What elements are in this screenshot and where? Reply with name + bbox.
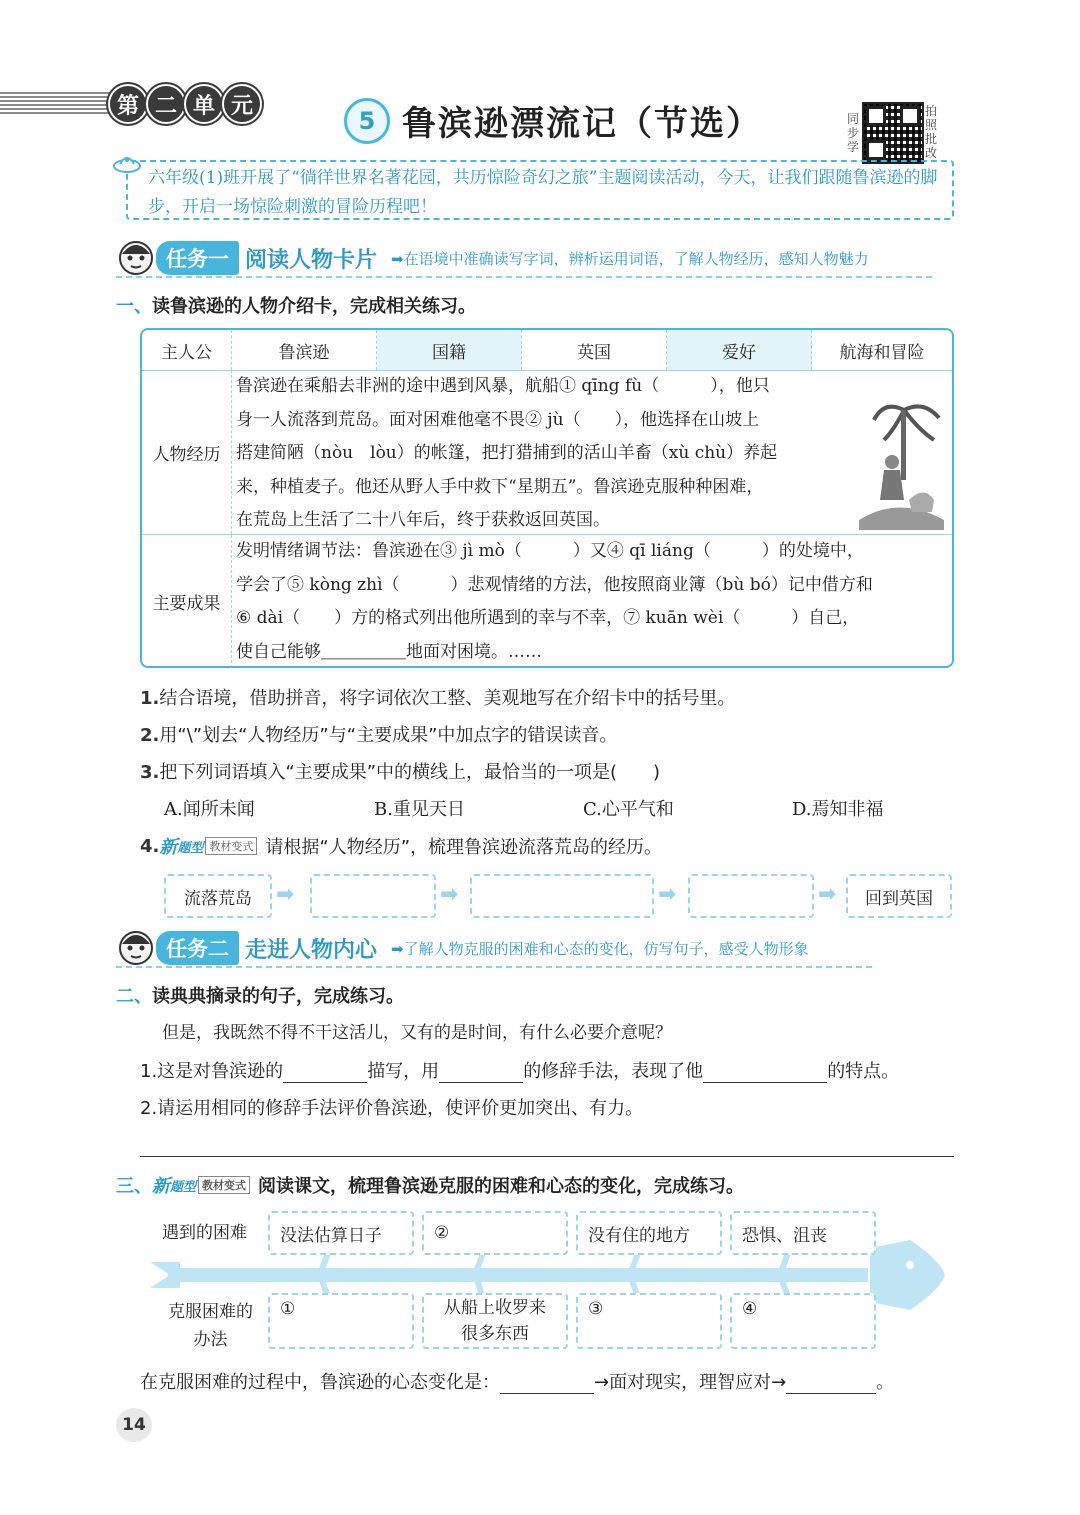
qr-right-char: 照 — [924, 118, 937, 132]
item-text: 。 — [876, 1372, 895, 1393]
new-tag-char: 新 — [152, 1176, 170, 1197]
item-number: 1. — [140, 688, 160, 709]
experience-line: 来，种植麦子。他还从野人手中救下“星期五”。鲁滨逊克服种种困难， — [236, 476, 764, 497]
item-number: 4. — [140, 835, 160, 857]
card-cell: 航海和冒险 — [839, 342, 925, 363]
achievement-line: 学会了⑤ kòng zhì（ ）悲观情绪的方法，他按照商业簿（bù bó）记中借方和 — [236, 574, 873, 595]
option-c[interactable]: C.心平气和 — [583, 799, 674, 820]
robinson-illustration — [854, 400, 946, 530]
task2-title: 走进人物内心 — [245, 937, 378, 963]
item-text: 描写，用 — [367, 1061, 440, 1082]
new-tag-char: 新 — [159, 837, 178, 858]
achievement-text — [236, 535, 873, 668]
difficulty-box: 没法估算日子 — [268, 1211, 414, 1255]
achievement-line: 发明情绪调节法：鲁滨逊在③ jì mò（ ）又④ qī liáng（ ）的处境中， — [236, 541, 864, 561]
qr-left-char: 学 — [846, 140, 859, 154]
q1-heading — [116, 292, 476, 318]
character-card — [140, 328, 954, 668]
qr-left-char: 步 — [846, 126, 859, 140]
option-b[interactable]: B.重见天日 — [374, 799, 465, 820]
arrow-right-icon: ➡ — [658, 882, 677, 907]
achievement-label: 主要成果 — [142, 535, 232, 668]
answer-blank[interactable] — [500, 1375, 594, 1394]
q2-item2: 2.请运用相同的修辞手法评价鲁滨逊，使评价更加突出、有力。 — [140, 1098, 644, 1119]
qr-left-char: 同 — [846, 112, 859, 126]
q1-item3 — [140, 758, 660, 784]
arrow-right-icon: ➡ — [276, 882, 295, 907]
new-tag-variant: 教材变式 — [198, 1176, 250, 1194]
qr-right-char: 批 — [924, 132, 937, 146]
card-header-row — [142, 330, 952, 371]
unit-label — [108, 84, 260, 124]
item-text: 的特点。 — [827, 1061, 900, 1082]
task2-header — [116, 930, 872, 968]
kid-icon — [116, 928, 156, 968]
qr-right-char: 拍 — [924, 104, 937, 118]
arrow-right-icon: ➡ — [440, 882, 459, 907]
new-type-tag — [152, 1172, 250, 1198]
experience-line: 搭建简陋（nòu lòu）的帐篷，把打猎捕到的活山羊畜（xù chù）养起 — [236, 443, 778, 463]
new-tag-type: 题型 — [170, 1179, 197, 1195]
task1-badge: 任务一 — [156, 241, 239, 275]
card-cell: 英国 — [522, 330, 667, 370]
qr-left-label — [846, 112, 860, 154]
option-a[interactable]: A.闻所未闻 — [164, 799, 255, 820]
answer-line[interactable] — [140, 1156, 954, 1157]
q1-item1 — [140, 684, 735, 710]
experience-line: 身一人流落到荒岛。面对困难他毫不畏② jù（ ），他选择在山坡上 — [236, 409, 760, 430]
task2-desc: ➡了解人物克服的困难和心态的变化，仿写句子，感受人物形象 — [391, 939, 809, 958]
option-d[interactable]: D.焉知非福 — [792, 799, 884, 820]
answer-blank[interactable] — [439, 1064, 523, 1083]
arrow-right-icon: ➡ — [818, 882, 837, 907]
method-box[interactable]: ④ — [730, 1293, 876, 1349]
q1-heading-text: 读鲁滨逊的人物介绍卡，完成相关练习。 — [152, 296, 476, 317]
item-text: 的修辞手法，表现了他 — [523, 1061, 704, 1082]
difficulties-label: 遇到的困难 — [162, 1223, 247, 1243]
lesson-number: 5 — [344, 98, 390, 144]
methods-label — [168, 1298, 253, 1354]
experience-label: 人物经历 — [142, 370, 232, 534]
new-tag-type: 题型 — [177, 840, 204, 856]
q3-footer — [140, 1368, 894, 1394]
achievement-line: 使自己能够＿＿＿＿＿地面对困境。…… — [236, 641, 542, 662]
difficulty-box[interactable]: ② — [422, 1211, 568, 1255]
item-text: 在克服困难的过程中，鲁滨逊的心态变化是： — [140, 1372, 500, 1393]
intro-box — [126, 160, 954, 220]
item-text: 用“\”划去“人物经历”与“主要成果”中加点字的错误读音。 — [159, 725, 618, 746]
methods-label-line: 办法 — [193, 1330, 228, 1350]
method-box: 从船上收罗来 很多东西 — [422, 1293, 568, 1349]
item-number: 2. — [140, 725, 160, 746]
unit-char: 第 — [108, 84, 148, 124]
flow-box-blank[interactable] — [688, 874, 814, 918]
q2-item1 — [140, 1057, 899, 1083]
answer-blank[interactable] — [786, 1375, 876, 1394]
experience-line: 在荒岛上生活了二十八年后，终于获救返回英国。 — [236, 510, 610, 530]
item-text: 结合语境，借助拼音，将字词依次工整、美观地写在介绍卡中的括号里。 — [159, 688, 736, 709]
q2-number: 二、 — [116, 986, 152, 1007]
task1-desc: ➡在语境中准确读写字词，辨析运用词语，了解人物经历，感知人物魅力 — [391, 249, 869, 268]
method-box[interactable]: ③ — [576, 1293, 722, 1349]
item-text: 1.这是对鲁滨逊的 — [140, 1061, 284, 1082]
new-tag-variant: 教材变式 — [205, 837, 257, 855]
kid-icon — [116, 238, 156, 278]
answer-blank[interactable] — [283, 1064, 367, 1083]
lesson-title: 鲁滨逊漂流记（节选） — [402, 104, 762, 144]
q2-heading — [116, 982, 404, 1008]
qr-code-icon[interactable] — [862, 102, 924, 164]
flow-box-start: 流落荒岛 — [164, 874, 272, 918]
unit-banner-stripes — [0, 92, 120, 114]
q1-item4 — [140, 833, 662, 859]
experience-text — [236, 370, 777, 538]
achievement-line: ⑥ dài（ ）方的格式列出他所遇到的幸与不幸，⑦ kuān wèi（ ）自己， — [236, 608, 860, 628]
card-cell: 爱好 — [667, 330, 812, 370]
answer-blank[interactable] — [703, 1064, 827, 1083]
item-text: 请根据“人物经历”，梳理鲁滨逊流落荒岛的经历。 — [265, 837, 663, 858]
task1-title: 阅读人物卡片 — [245, 247, 378, 273]
q1-item2 — [140, 721, 617, 747]
methods-label-line: 克服困难的 — [168, 1302, 253, 1322]
unit-char: 二 — [146, 84, 186, 124]
item-number: 3. — [140, 762, 160, 783]
qr-right-label — [924, 104, 938, 160]
q1-number: 一、 — [116, 296, 152, 317]
q2-heading-text: 读典典摘录的句子，完成练习。 — [152, 986, 404, 1007]
q3-number: 三、 — [116, 1176, 152, 1197]
new-type-tag — [159, 833, 257, 859]
card-cell: 鲁滨逊 — [232, 330, 377, 370]
difficulty-box: 没有住的地方 — [576, 1211, 722, 1255]
difficulty-box: 恐惧、沮丧 — [730, 1211, 876, 1255]
qr-right-char: 改 — [924, 146, 937, 160]
page-number: 14 — [116, 1408, 152, 1442]
flow-box-end: 回到英国 — [846, 874, 952, 918]
method-box[interactable]: ① — [268, 1293, 414, 1349]
q3-heading-text: 阅读课文，梳理鲁滨逊克服的困难和心态的变化，完成练习。 — [258, 1176, 745, 1197]
card-cell: 国籍 — [377, 330, 522, 370]
q2-quote: 但是，我既然不得不干这活儿，又有的是时间，有什么必要介意呢？ — [162, 1023, 672, 1043]
unit-char: 元 — [222, 84, 262, 124]
item-text: 把下列词语填入“主要成果”中的横线上，最恰当的一项是( ) — [159, 762, 661, 783]
task2-badge: 任务二 — [156, 931, 239, 965]
experience-line: 鲁滨逊在乘船去非洲的途中遇到风暴，航船① qīng fù（ ），他只 — [236, 376, 770, 396]
task1-header — [116, 240, 932, 278]
item-text: →面对现实，理智应对→ — [594, 1372, 787, 1393]
flow-box-blank[interactable] — [470, 874, 654, 918]
intro-text: 六年级(1)班开展了“徜徉世界名著花园，共历惊险奇幻之旅”主题阅读活动，今天，让我们跟随鲁滨逊的脚步，开启一场惊险刺激的冒险历程吧！ — [148, 168, 938, 217]
card-cell: 主人公 — [142, 330, 232, 370]
unit-char: 单 — [184, 84, 224, 124]
ufo-icon — [112, 152, 142, 178]
flow-box-blank[interactable] — [310, 874, 436, 918]
q3-heading — [116, 1172, 744, 1198]
